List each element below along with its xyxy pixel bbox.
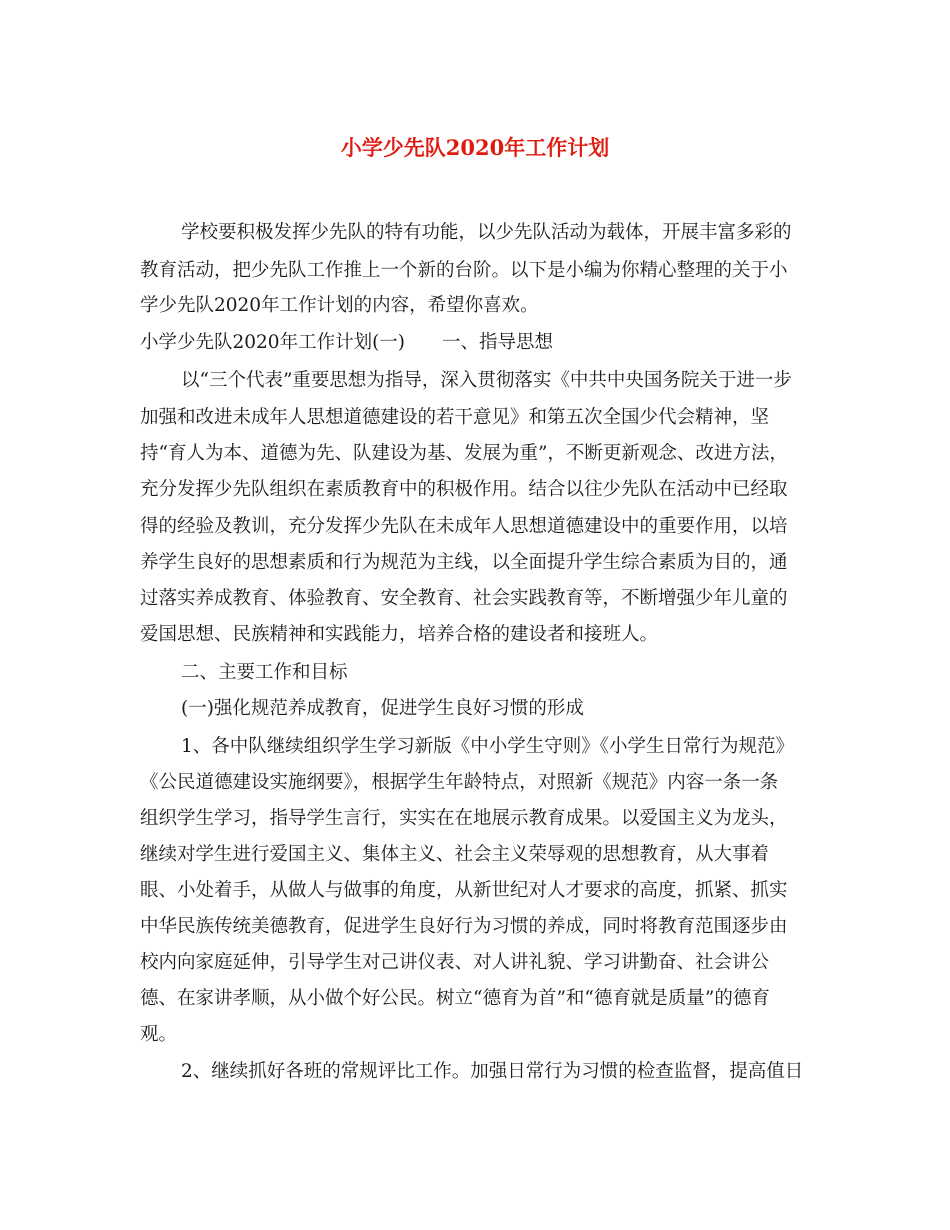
paragraph-line: 养学生良好的思想素质和行为规范为主线，以全面提升学生综合素质为目的，通 xyxy=(140,552,788,573)
paragraph-line: 2、继续抓好各班的常规评比工作。加强日常行为习惯的检查监督，提高值日 xyxy=(181,1061,804,1082)
paragraph-line: 得的经验及教训，充分发挥少先队在未成年人思想道德建设中的重要作用，以培 xyxy=(140,516,788,537)
paragraph-line: 组织学生学习，指导学生言行，实实在在地展示教育成果。以爱国主义为龙头， xyxy=(140,808,788,829)
section-heading-line: 二、主要工作和目标 xyxy=(181,662,348,683)
paragraph-line: 德、在家讲孝顺，从小做个好公民。树立“德育为首”和“德育就是质量”的德育 xyxy=(140,988,770,1009)
paragraph-line: 以“三个代表”重要思想为指导，深入贯彻落实《中共中央国务院关于进一步 xyxy=(181,370,792,391)
paragraph-line: 学少先队2020年工作计划的内容，希望你喜欢。 xyxy=(140,295,539,316)
paragraph-line: 中华民族传统美德教育，促进学生良好行为习惯的养成，同时将教育范围逐步由 xyxy=(140,916,788,937)
paragraph-line: 爱国思想、民族精神和实践能力，培养合格的建设者和接班人。 xyxy=(140,624,659,645)
paragraph-line: 过落实养成教育、体验教育、安全教育、社会实践教育等，不断增强少年儿童的 xyxy=(140,588,788,609)
paragraph-line: 教育活动，把少先队工作推上一个新的台阶。以下是小编为你精心整理的关于小 xyxy=(140,260,788,281)
paragraph-line: 充分发挥少先队组织在素质教育中的积极作用。结合以往少先队在活动中已经取 xyxy=(140,479,788,500)
subsection-heading-line: (一)强化规范养成教育，促进学生良好习惯的形成 xyxy=(181,698,584,719)
paragraph-line: 学校要积极发挥少先队的特有功能，以少先队活动为载体，开展丰富多彩的 xyxy=(181,222,792,243)
paragraph-line: 加强和改进未成年人思想道德建设的若干意见》和第五次全国少代会精神，坚 xyxy=(140,407,770,428)
paragraph-line: 持“育人为本、道德为先、队建设为基、发展为重”，不断更新观念、改进方法， xyxy=(140,443,788,464)
paragraph-line: 《公民道德建设实施纲要》，根据学生年龄特点，对照新《规范》内容一条一条 xyxy=(140,772,779,793)
paragraph-line: 眼、小处着手，从做人与做事的角度，从新世纪对人才要求的高度，抓紧、抓实 xyxy=(140,880,788,901)
paragraph-line: 1、各中队继续组织学生学习新版《中小学生守则》《小学生日常行为规范》 xyxy=(181,736,795,757)
paragraph-line: 观。 xyxy=(140,1024,178,1045)
document-title: 小学少先队2020年工作计划 xyxy=(340,135,610,160)
section-heading-line: 小学少先队2020年工作计划(一) 一、指导思想 xyxy=(140,332,554,353)
paragraph-line: 校内向家庭延伸，引导学生对己讲仪表、对人讲礼貌、学习讲勤奋、社会讲公 xyxy=(140,952,770,973)
paragraph-line: 继续对学生进行爱国主义、集体主义、社会主义荣辱观的思想教育，从大事着 xyxy=(140,844,770,865)
